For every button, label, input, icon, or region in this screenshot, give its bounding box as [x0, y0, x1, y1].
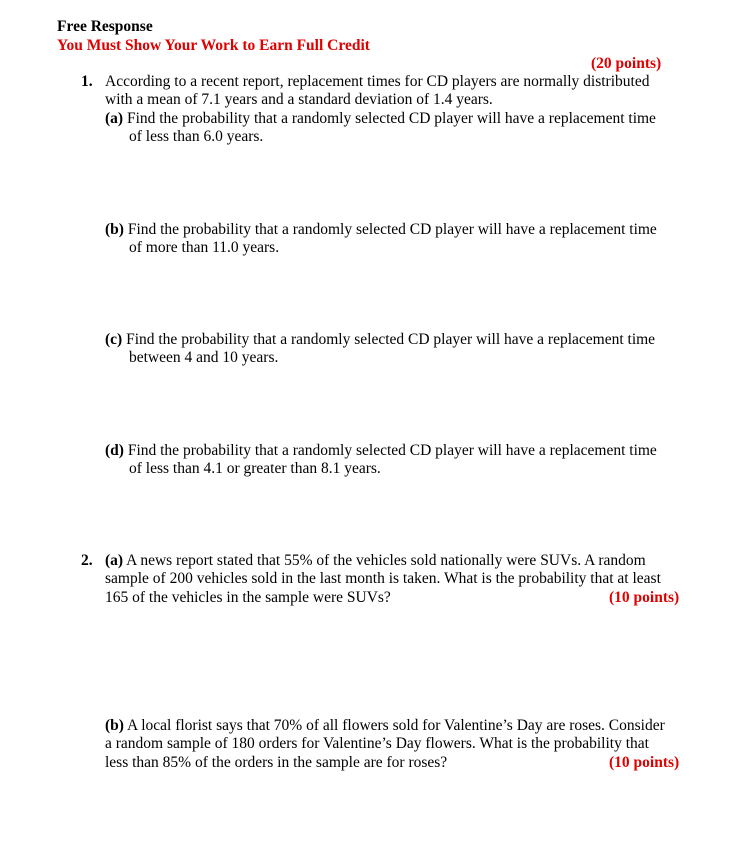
q1a-line1: [105, 110, 656, 128]
q2a-line3: 165 of the vehicles in the sample were SUVs?: [105, 589, 391, 606]
q2b-line3: less than 85% of the orders in the sample are for roses?: [105, 754, 448, 771]
q2a-label: (a): [105, 552, 124, 569]
q1a-line2: of less than 6.0 years.: [129, 128, 264, 145]
q1b-line1: [105, 221, 657, 239]
q2a-text: A news report stated that 55% of the vehicles sold nationally were SUVs. A random: [126, 552, 646, 569]
q2b-line2: a random sample of 180 orders for Valentine’s Day flowers. What is the probability that: [105, 735, 649, 752]
q1-intro-line2: with a mean of 7.1 years and a standard deviation of 1.4 years.: [105, 91, 493, 108]
q1b-text: Find the probability that a randomly selected CD player will have a replacement time: [127, 221, 657, 238]
section-subtitle: You Must Show Your Work to Earn Full Credit: [57, 37, 370, 54]
q1c-label: (c): [105, 331, 123, 348]
q2b-points: (10 points): [609, 754, 680, 771]
q2a-points: (10 points): [609, 589, 680, 606]
q1b-line2: of more than 11.0 years.: [129, 239, 280, 256]
q2b-text: A local florist says that 70% of all flowers sold for Valentine’s Day are roses. Consider: [126, 717, 665, 734]
q2a-line1: [105, 552, 646, 570]
q2-number: 2.: [81, 552, 93, 569]
q1b-label: (b): [105, 221, 124, 238]
q1d-text: Find the probability that a randomly selected CD player will have a replacement time: [127, 442, 657, 459]
q1a-label: (a): [105, 110, 124, 127]
q2b-label: (b): [105, 717, 124, 734]
section-title: Free Response: [57, 18, 153, 35]
q1-points: (20 points): [591, 55, 662, 72]
q1-number: 1.: [81, 73, 93, 90]
q1c-text: Find the probability that a randomly selected CD player will have a replacement time: [126, 331, 656, 348]
q1-intro-line1: According to a recent report, replacement times for CD players are normally distributed: [105, 73, 650, 90]
q1a-text: Find the probability that a randomly selected CD player will have a replacement time: [126, 110, 656, 127]
q2b-line1: [105, 717, 665, 735]
q1d-line2: of less than 4.1 or greater than 8.1 years.: [129, 460, 381, 477]
q1c-line2: between 4 and 10 years.: [129, 349, 279, 366]
q1d-line1: [105, 442, 657, 460]
q1c-line1: [105, 331, 655, 349]
q2a-line2: sample of 200 vehicles sold in the last month is taken. What is the probability that at least: [105, 570, 661, 587]
q1d-label: (d): [105, 442, 124, 459]
